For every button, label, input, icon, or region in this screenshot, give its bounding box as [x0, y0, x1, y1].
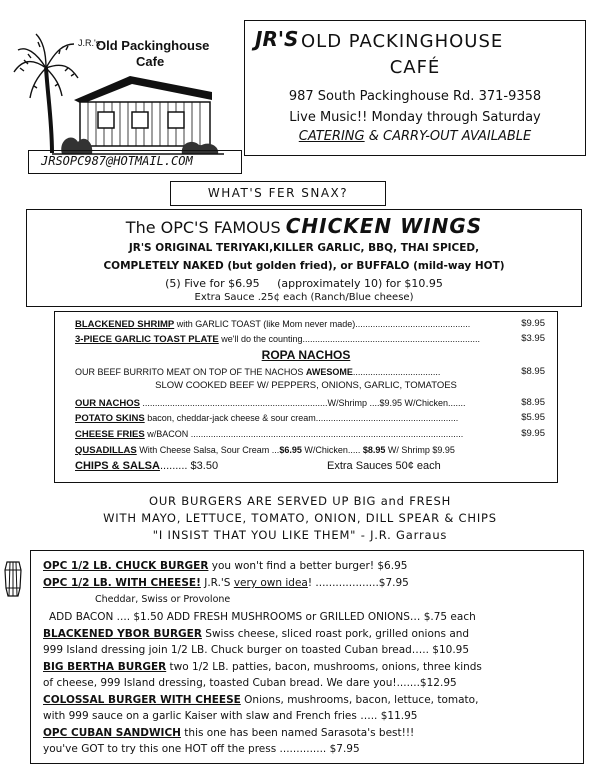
item-desc: you won't find a better burger! $6.95: [208, 560, 408, 572]
item-price: $5.95: [521, 412, 545, 423]
burgers-section: [30, 550, 584, 764]
item-name: COLOSSAL BURGER WITH CHEESE: [43, 694, 241, 706]
item-name: BLACKENED YBOR BURGER: [43, 628, 202, 640]
menu-item-ybor-burger: [43, 627, 577, 641]
header-live-music: Live Music!! Monday through Saturday: [289, 110, 541, 125]
header-jrs: JR'S: [255, 27, 299, 51]
item-desc: J.R.'S: [200, 577, 234, 589]
item-name: QUSADILLAS: [75, 445, 137, 456]
item-desc: Swiss cheese, sliced roast pork, grilled onions and: [201, 628, 470, 640]
logo-jrs-text: J.R.'s: [78, 38, 101, 48]
item-name: BLACKENED SHRIMP: [75, 319, 175, 330]
wings-flavors-2: COMPLETELY NAKED (but golden fried), or BUFFALO (mild-way HOT): [103, 260, 505, 272]
ropa-nachos-desc: SLOW COOKED BEEF W/ PEPPERS, ONIONS, GARLIC, TOMATOES: [155, 380, 457, 391]
header-title: OLD PACKINGHOUSE: [301, 31, 504, 52]
extra-sauces: Extra Sauces 50¢ each: [327, 460, 441, 472]
burger-intro-line1: OUR BURGERS ARE SERVED UP BIG and FRESH: [148, 494, 452, 508]
item-desc: w/BACON .............................................................................................................: [144, 429, 464, 439]
burger-intro-line2: WITH MAYO, LETTUCE, TOMATO, ONION, DILL SPEAR & CHIPS: [103, 511, 497, 525]
item-name: CHEESE FRIES: [75, 429, 145, 440]
menu-item-quesadillas: [75, 443, 549, 457]
catering-word: CATERING: [298, 129, 365, 144]
item-desc: two 1/2 LB. patties, bacon, mushrooms, onions, three kinds: [166, 661, 482, 673]
ropa-nachos-heading: ROPA NACHOS: [261, 348, 351, 362]
wings-title-main: CHICKEN WINGS: [285, 214, 483, 238]
item-price-cheese: $6.95: [279, 445, 302, 455]
item-desc: Onions, mushrooms, bacon, lettuce, tomato,: [240, 694, 479, 706]
menu-item-blackened-shrimp: [75, 317, 549, 331]
item-shrimp: W/ Shrimp $9.95: [385, 445, 455, 455]
menu-item-colossal-burger: [43, 693, 577, 707]
email-address[interactable]: JRSOPC987@HOTMAIL.COM: [28, 150, 242, 174]
menu-item-our-nachos: [75, 396, 549, 410]
barrel-icon: [4, 560, 22, 598]
header-box: [244, 20, 586, 156]
item-desc: With Cheese Salsa, Sour Cream ...: [136, 445, 280, 455]
item-name: POTATO SKINS: [75, 413, 145, 424]
item-price: ! ...................$7.95: [307, 577, 409, 589]
item-name: 3-PIECE GARLIC TOAST PLATE: [75, 334, 219, 345]
cuban-sandwich-desc: you've GOT to try this one HOT off the press .............. $7.95: [43, 743, 360, 755]
ybor-burger-desc: 999 Island dressing join 1/2 LB. Chuck burger on toasted Cuban bread….. $10.95: [43, 644, 470, 656]
burger-addons: ADD BACON .... $1.50 ADD FRESH MUSHROOMS or GRILLED ONIONS… $.75 each: [49, 611, 476, 623]
appetizers-section: [54, 311, 558, 483]
wings-title: [27, 214, 581, 238]
item-name: OPC 1/2 LB. CHUCK BURGER: [43, 560, 209, 572]
carryout-text: & CARRY-OUT AVAILABLE: [364, 129, 532, 144]
header-catering: [245, 129, 585, 144]
logo-name-text: Old Packinghouse: [96, 38, 210, 53]
wings-section: [26, 209, 582, 307]
item-price: $9.95: [521, 428, 545, 439]
burger-intro: [0, 493, 600, 544]
item-price: $8.95: [521, 366, 545, 377]
item-desc: with GARLIC TOAST (like Mom never made)..............................................: [174, 319, 471, 329]
item-price: $3.95: [521, 333, 545, 344]
item-chicken: W/Chicken.....: [301, 445, 363, 455]
item-dots: ...................................: [352, 367, 441, 377]
logo-cafe-text: Cafe: [136, 54, 165, 69]
header-address: 987 South Packinghouse Rd. 371-9358: [288, 89, 542, 104]
item-desc: bacon, cheddar-jack cheese & sour cream.........................................................: [144, 413, 459, 423]
item-desc: we'll do the counting.......................................................................: [218, 334, 481, 344]
item-name: OPC CUBAN SANDWICH: [43, 727, 181, 739]
header-cafe: CAFÉ: [389, 57, 441, 78]
wings-extra-sauce: Extra Sauce .25¢ each (Ranch/Blue cheese): [194, 292, 414, 303]
item-desc: OUR BEEF BURRITO MEAT ON TOP OF THE NACHOS: [75, 367, 306, 377]
menu-item-garlic-toast: [75, 332, 549, 346]
menu-item-chuck-burger: [43, 559, 577, 573]
menu-item-cheese-burger: [43, 576, 577, 590]
menu-item-cuban-sandwich: [43, 726, 577, 740]
cafe-logo: [12, 28, 232, 156]
wings-title-prefix: The OPC'S FAMOUS: [125, 218, 286, 237]
colossal-burger-desc: with 999 sauce on a garlic Kaiser with slaw and French fries ….. $11.95: [43, 710, 418, 722]
menu-item-chips-salsa: [75, 459, 549, 473]
menu-item-big-bertha: [43, 660, 577, 674]
menu-item-cheese-fries: [75, 427, 549, 441]
menu-item-ropa-nachos: [75, 365, 549, 379]
burger-intro-quote: "I INSIST THAT YOU LIKE THEM" - J.R. Garraus: [152, 528, 448, 542]
snax-heading: WHAT'S FER SNAX?: [170, 181, 386, 206]
item-desc: this one has been named Sarasota's best!!!: [180, 727, 415, 739]
big-bertha-desc: of cheese, 999 Island dressing, toasted Cuban bread. We dare you!.......$12.95: [43, 677, 457, 689]
item-name: BIG BERTHA BURGER: [43, 661, 167, 673]
cheese-options: Cheddar, Swiss or Provolone: [95, 594, 231, 605]
item-desc: ..........................................................................W/Shrimp ....$9.95 W/Chicken.......: [139, 398, 466, 408]
item-awesome: AWESOME: [305, 367, 353, 377]
wings-flavors-1: JR'S ORIGINAL TERIYAKI,KILLER GARLIC, BBQ, THAI SPICED,: [128, 242, 480, 254]
menu-item-potato-skins: [75, 411, 549, 425]
item-name: OPC 1/2 LB. WITH CHEESE!: [43, 577, 201, 589]
item-desc: ......... $3.50: [159, 460, 219, 472]
item-price: $8.95: [521, 397, 545, 408]
wings-prices: (5) Five for $6.95 (approximately 10) for $10.95: [165, 277, 443, 290]
item-own-idea: very own idea: [233, 577, 308, 589]
item-name: OUR NACHOS: [75, 398, 140, 409]
item-name: CHIPS & SALSA: [75, 460, 160, 472]
item-price: $9.95: [521, 318, 545, 329]
item-price-chicken: $8.95: [362, 445, 386, 455]
